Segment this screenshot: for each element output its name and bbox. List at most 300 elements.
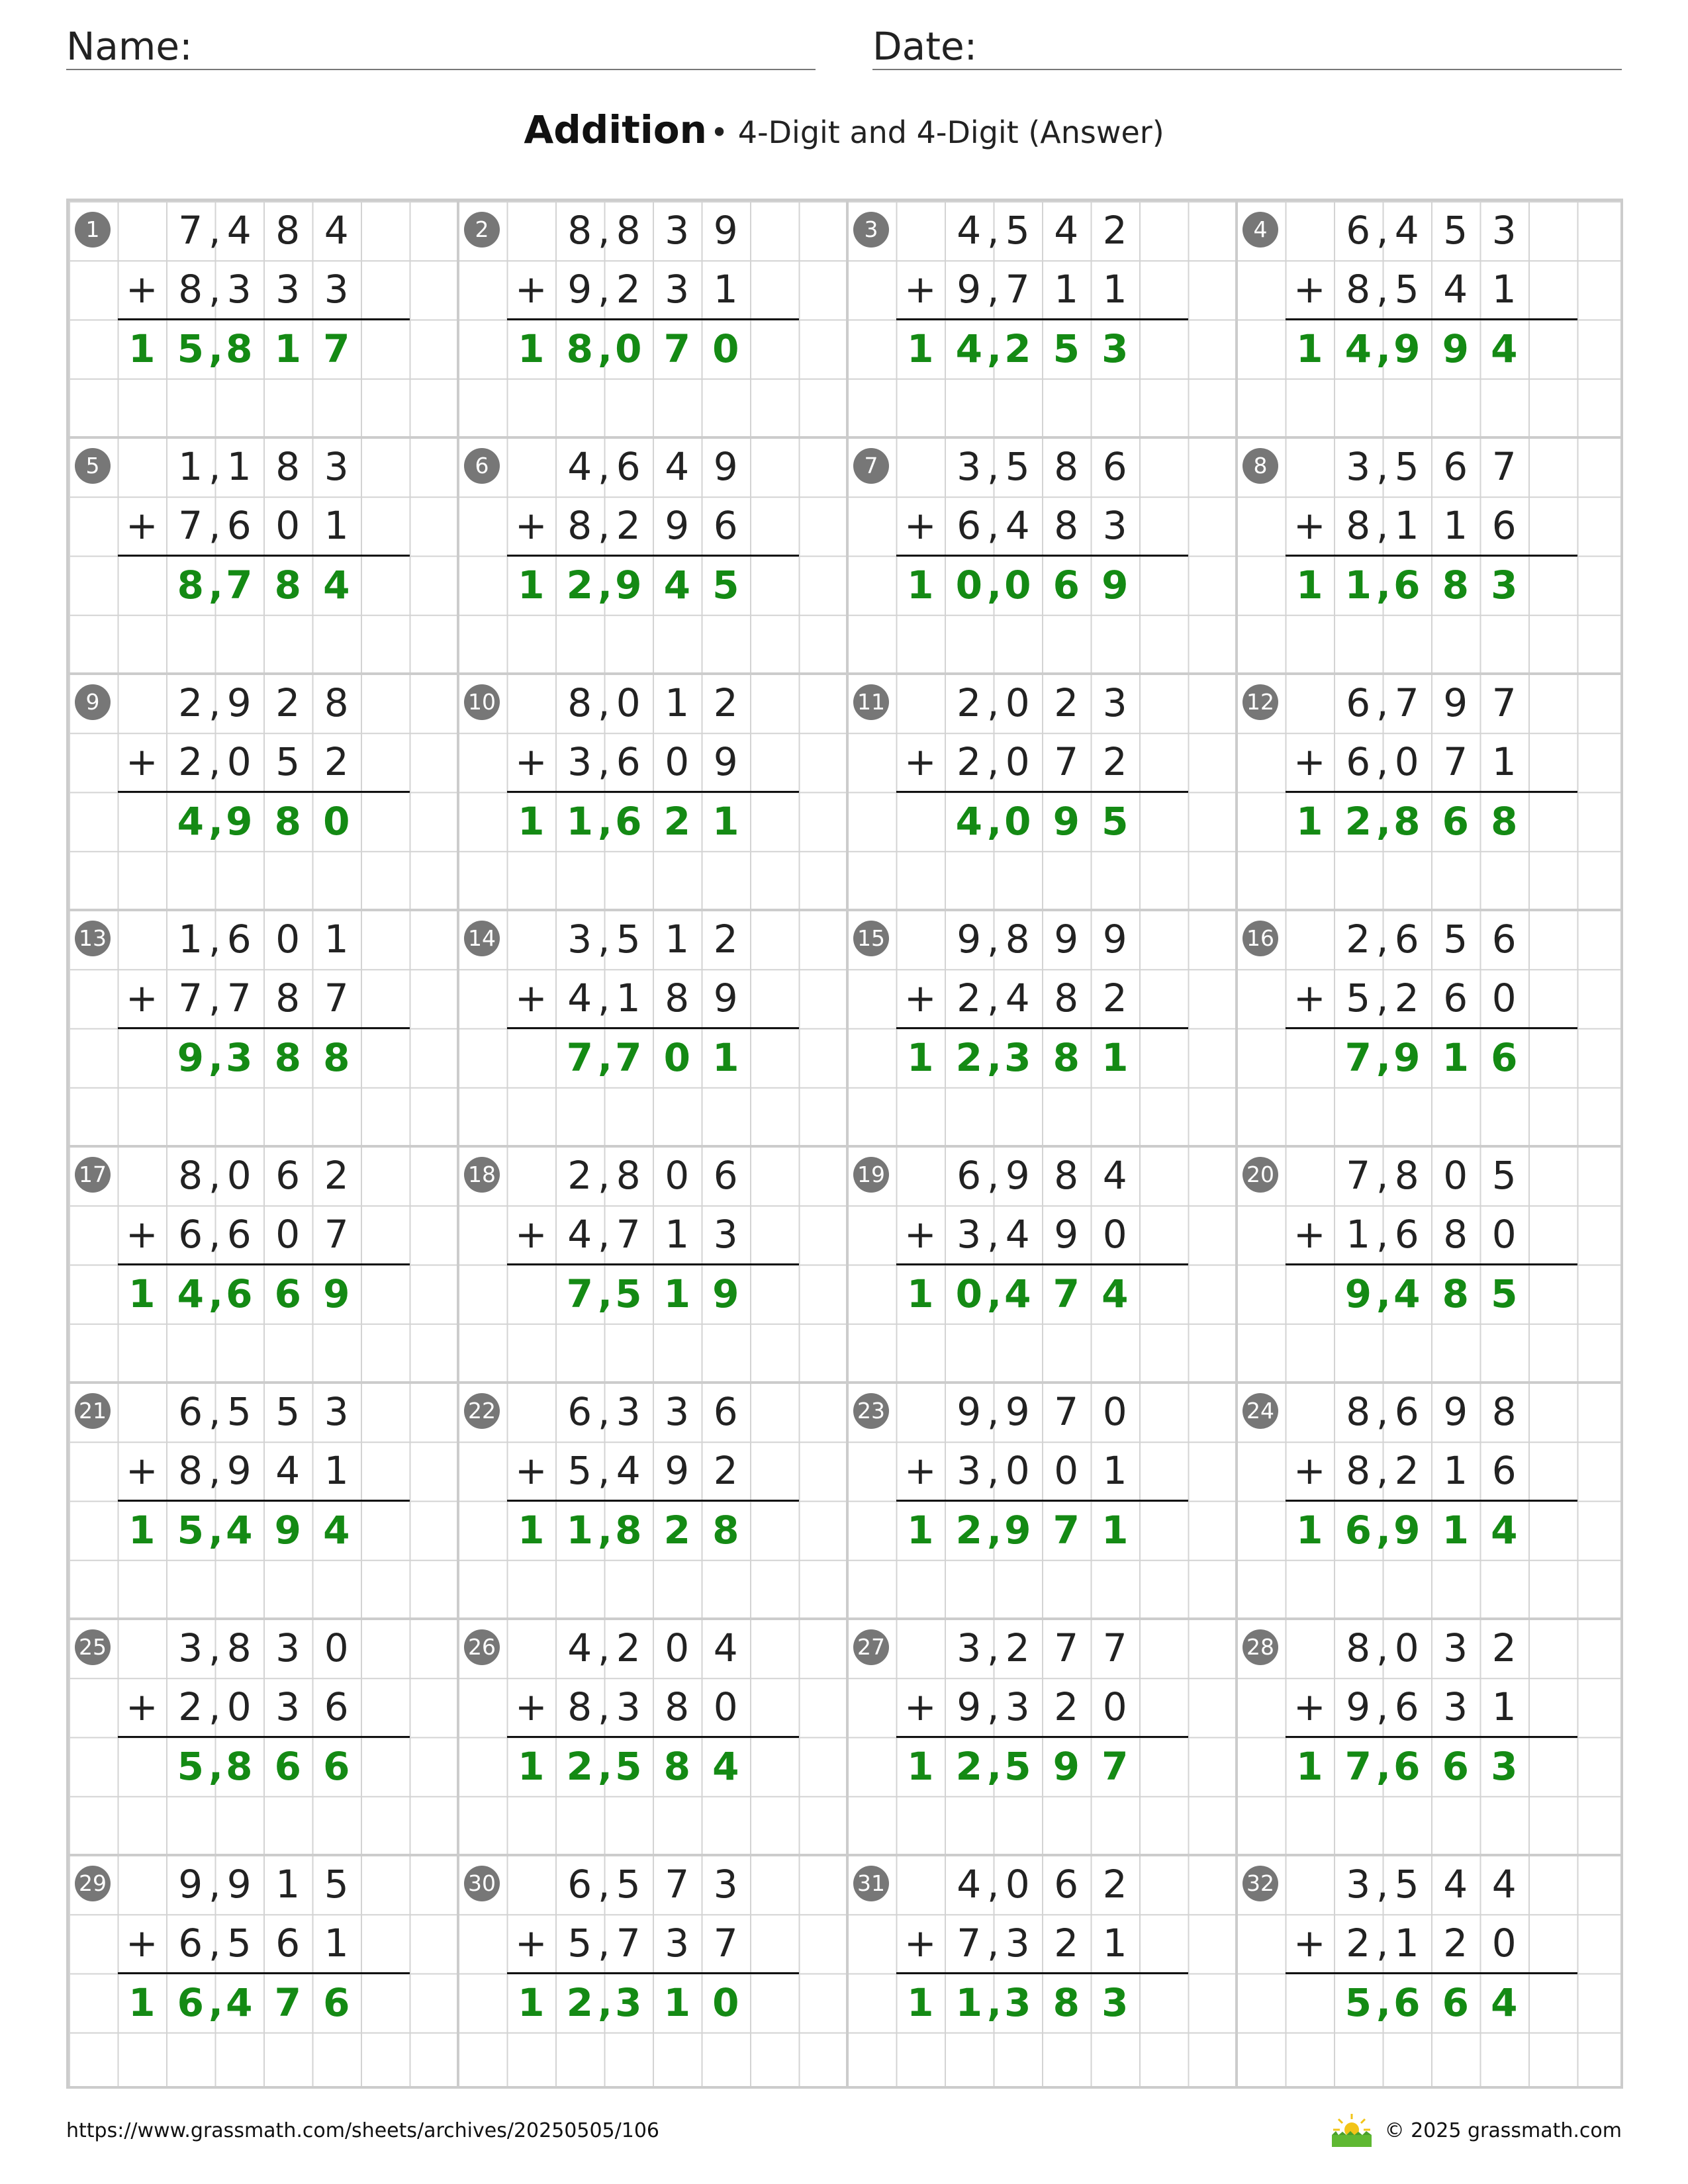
addend-top bbox=[555, 437, 750, 496]
addend-digit: 1 bbox=[178, 917, 203, 962]
addend-digit: 8 bbox=[1346, 1389, 1371, 1434]
answer-digit: 5 bbox=[1344, 1979, 1372, 2025]
answer-digit: 8 bbox=[1053, 1034, 1080, 1080]
problem-number-badge: 20 bbox=[1243, 1157, 1278, 1193]
answer-digit: 1 bbox=[518, 798, 545, 844]
addition-problem bbox=[69, 1619, 458, 1855]
addend-digit: 9 bbox=[957, 1684, 982, 1730]
thousands-separator: , bbox=[598, 1743, 613, 1789]
addend-digit: 0 bbox=[1054, 1448, 1079, 1494]
addend-digit: 0 bbox=[1005, 1862, 1030, 1907]
problem-number-badge: 29 bbox=[75, 1866, 111, 1901]
answer-digit: 8 bbox=[566, 326, 593, 371]
plus-sign: + bbox=[1293, 1212, 1326, 1257]
thousands-separator: , bbox=[598, 208, 610, 253]
answer-digit: 3 bbox=[1491, 562, 1518, 608]
addend-digit: 6 bbox=[226, 1212, 252, 1257]
addend-digit: 6 bbox=[713, 1153, 738, 1198]
addition-problem bbox=[458, 674, 847, 910]
addend-digit: 3 bbox=[957, 444, 982, 489]
addend-digit: 2 bbox=[957, 739, 982, 785]
answer-digit: 5 bbox=[712, 562, 739, 608]
addend-digit: 2 bbox=[178, 739, 203, 785]
thousands-separator: , bbox=[1376, 917, 1389, 962]
addend-bottom bbox=[555, 496, 750, 555]
thousands-separator: , bbox=[209, 739, 221, 785]
answer-digit: 1 bbox=[1296, 1507, 1323, 1553]
addend-digit: 7 bbox=[957, 1921, 982, 1966]
addend-digit: 4 bbox=[1443, 267, 1468, 312]
answer-digit: 1 bbox=[566, 1507, 593, 1553]
addend-bottom bbox=[945, 1914, 1139, 1973]
answer-digit: 9 bbox=[1393, 326, 1421, 371]
answer-digit: 8 bbox=[226, 326, 253, 371]
thousands-separator: , bbox=[209, 503, 221, 549]
addend-digit: 1 bbox=[324, 1921, 349, 1966]
addend-digit: 4 bbox=[1005, 503, 1030, 549]
addend-digit: 3 bbox=[665, 1921, 690, 1966]
addend-digit: 8 bbox=[1054, 503, 1079, 549]
answer-digit: 4 bbox=[1102, 1271, 1129, 1316]
thousands-separator: , bbox=[598, 798, 613, 844]
addend-digit: 3 bbox=[1005, 1684, 1030, 1730]
addend-bottom bbox=[945, 260, 1139, 319]
addend-digit: 0 bbox=[1102, 1389, 1127, 1434]
answer-digit: 0 bbox=[955, 1271, 982, 1316]
addend-bottom bbox=[1334, 496, 1528, 555]
thousands-separator: , bbox=[1376, 503, 1389, 549]
answer-sum bbox=[128, 1265, 361, 1324]
thousands-separator: , bbox=[598, 1034, 613, 1080]
problem-number-badge: 4 bbox=[1243, 212, 1278, 248]
problem-number-badge: 16 bbox=[1243, 921, 1278, 956]
answer-digit: 1 bbox=[518, 1743, 545, 1789]
addend-bottom bbox=[166, 1205, 361, 1264]
problem-number-badge: 24 bbox=[1243, 1393, 1278, 1429]
thousands-separator: , bbox=[598, 1153, 610, 1198]
addend-top bbox=[166, 201, 361, 260]
addend-bottom bbox=[166, 1914, 361, 1973]
addend-top bbox=[1334, 674, 1528, 733]
problem-number-badge: 26 bbox=[464, 1629, 500, 1665]
addend-digit: 2 bbox=[1005, 1625, 1030, 1670]
addend-top bbox=[945, 201, 1139, 260]
addend-digit: 2 bbox=[1346, 1921, 1371, 1966]
answer-digit: 1 bbox=[128, 1979, 156, 2025]
addend-digit: 8 bbox=[1394, 1153, 1419, 1198]
plus-sign: + bbox=[514, 1684, 547, 1730]
addition-problem bbox=[458, 1383, 847, 1619]
addend-digit: 2 bbox=[567, 1153, 592, 1198]
thousands-separator: , bbox=[598, 1921, 610, 1966]
addend-digit: 0 bbox=[1394, 739, 1419, 785]
addend-digit: 4 bbox=[1443, 1862, 1468, 1907]
addend-top bbox=[1334, 1146, 1528, 1205]
answer-digit: 8 bbox=[712, 1507, 739, 1553]
answer-digit: 3 bbox=[1102, 1979, 1129, 2025]
thousands-separator: , bbox=[209, 1389, 221, 1434]
addend-digit: 6 bbox=[1346, 208, 1371, 253]
addend-digit: 5 bbox=[1394, 444, 1419, 489]
addend-digit: 5 bbox=[1005, 208, 1030, 253]
addend-digit: 0 bbox=[665, 1625, 690, 1670]
addend-bottom bbox=[1334, 1678, 1528, 1737]
answer-digit: 5 bbox=[1053, 326, 1080, 371]
answer-digit: 5 bbox=[1491, 1271, 1518, 1316]
answer-digit: 1 bbox=[907, 1743, 934, 1789]
plus-sign: + bbox=[1293, 1448, 1326, 1494]
addend-digit: 6 bbox=[957, 1153, 982, 1198]
addend-bottom bbox=[555, 1914, 750, 1973]
addend-digit: 2 bbox=[1491, 1625, 1517, 1670]
addition-problem bbox=[847, 201, 1237, 437]
addend-digit: 2 bbox=[324, 1153, 349, 1198]
addition-problem bbox=[458, 1146, 847, 1383]
addend-digit: 2 bbox=[616, 267, 641, 312]
thousands-separator: , bbox=[987, 1625, 1000, 1670]
addition-problem bbox=[847, 1383, 1237, 1619]
name-field[interactable] bbox=[66, 24, 816, 70]
problem-number-badge: 12 bbox=[1243, 684, 1278, 720]
addend-digit: 7 bbox=[616, 1212, 641, 1257]
answer-digit: 9 bbox=[615, 562, 642, 608]
addend-bottom bbox=[945, 1205, 1139, 1264]
plus-sign: + bbox=[514, 976, 547, 1021]
addition-problem bbox=[458, 1855, 847, 2091]
answer-digit: 2 bbox=[955, 1743, 982, 1789]
addend-digit: 2 bbox=[1102, 208, 1127, 253]
problem-number-badge: 30 bbox=[464, 1866, 500, 1901]
addend-digit: 2 bbox=[1054, 1921, 1079, 1966]
addend-digit: 8 bbox=[226, 1625, 252, 1670]
addend-digit: 0 bbox=[1005, 739, 1030, 785]
answer-sum bbox=[518, 1974, 750, 2032]
answer-digit: 4 bbox=[1491, 1979, 1518, 2025]
addend-digit: 2 bbox=[616, 1625, 641, 1670]
thousands-separator: , bbox=[1376, 1448, 1389, 1494]
thousands-separator: , bbox=[987, 562, 1002, 608]
answer-digit: 2 bbox=[1344, 798, 1372, 844]
addend-digit: 2 bbox=[1102, 976, 1127, 1021]
addend-digit: 7 bbox=[665, 1862, 690, 1907]
addend-digit: 6 bbox=[1102, 444, 1127, 489]
problem-number-badge: 1 bbox=[75, 212, 111, 248]
answer-digit: 8 bbox=[663, 1743, 690, 1789]
addition-problem bbox=[847, 910, 1237, 1146]
addend-digit: 4 bbox=[1054, 208, 1079, 253]
plus-sign: + bbox=[125, 267, 158, 312]
answer-digit: 7 bbox=[1344, 1034, 1372, 1080]
answer-digit: 9 bbox=[226, 798, 253, 844]
thousands-separator: , bbox=[987, 680, 1000, 725]
problem-number-badge: 27 bbox=[853, 1629, 889, 1665]
answer-digit: 8 bbox=[274, 562, 301, 608]
plus-sign: + bbox=[125, 503, 158, 549]
thousands-separator: , bbox=[1376, 1743, 1391, 1789]
addend-digit: 1 bbox=[1443, 1448, 1468, 1494]
answer-digit: 4 bbox=[1004, 1271, 1031, 1316]
problem-number-badge: 3 bbox=[853, 212, 889, 248]
addend-digit: 1 bbox=[226, 444, 252, 489]
addend-digit: 6 bbox=[1394, 1389, 1419, 1434]
addend-digit: 5 bbox=[275, 1389, 301, 1434]
thousands-separator: , bbox=[1376, 1921, 1389, 1966]
addition-problem bbox=[1237, 910, 1626, 1146]
plus-sign: + bbox=[514, 267, 547, 312]
problem-number-badge: 8 bbox=[1243, 448, 1278, 484]
addend-digit: 7 bbox=[1005, 267, 1030, 312]
thousands-separator: , bbox=[1376, 1625, 1389, 1670]
addition-problem bbox=[69, 910, 458, 1146]
addend-digit: 1 bbox=[1443, 503, 1468, 549]
addend-digit: 3 bbox=[275, 1684, 301, 1730]
addend-digit: 7 bbox=[1394, 680, 1419, 725]
addend-top bbox=[555, 1146, 750, 1205]
addend-digit: 7 bbox=[713, 1921, 738, 1966]
addend-top bbox=[1334, 201, 1528, 260]
addend-digit: 4 bbox=[713, 1625, 738, 1670]
addend-digit: 3 bbox=[616, 1684, 641, 1730]
addition-problem bbox=[69, 1146, 458, 1383]
addend-bottom bbox=[1334, 1205, 1528, 1264]
thousands-separator: , bbox=[209, 1743, 224, 1789]
answer-digit: 7 bbox=[1053, 1271, 1080, 1316]
answer-digit: 8 bbox=[1393, 798, 1421, 844]
addend-digit: 8 bbox=[178, 267, 203, 312]
addend-digit: 4 bbox=[226, 208, 252, 253]
addend-digit: 5 bbox=[275, 739, 301, 785]
addend-digit: 6 bbox=[567, 1862, 592, 1907]
problem-number-badge: 15 bbox=[853, 921, 889, 956]
plus-sign: + bbox=[904, 739, 937, 785]
answer-digit: 2 bbox=[663, 798, 690, 844]
addend-digit: 3 bbox=[957, 1448, 982, 1494]
addend-digit: 8 bbox=[1005, 917, 1030, 962]
addend-digit: 4 bbox=[1005, 976, 1030, 1021]
thousands-separator: , bbox=[598, 1507, 613, 1553]
answer-digit: 9 bbox=[1102, 562, 1129, 608]
addend-digit: 8 bbox=[324, 680, 349, 725]
addend-digit: 5 bbox=[1005, 444, 1030, 489]
addend-digit: 3 bbox=[1443, 1625, 1468, 1670]
problem-number-badge: 11 bbox=[853, 684, 889, 720]
answer-digit: 9 bbox=[1393, 1507, 1421, 1553]
addend-digit: 1 bbox=[1346, 1212, 1371, 1257]
addend-digit: 8 bbox=[567, 503, 592, 549]
addition-problem bbox=[1237, 1855, 1626, 2091]
thousands-separator: , bbox=[987, 1212, 1000, 1257]
addend-digit: 6 bbox=[324, 1684, 349, 1730]
answer-digit: 9 bbox=[1344, 1271, 1372, 1316]
addend-digit: 0 bbox=[1491, 1212, 1517, 1257]
addend-digit: 8 bbox=[616, 1153, 641, 1198]
answer-sum bbox=[907, 556, 1139, 615]
addend-bottom bbox=[1334, 1441, 1528, 1500]
addend-top bbox=[166, 1855, 361, 1914]
addend-digit: 2 bbox=[178, 1684, 203, 1730]
problem-number-badge: 13 bbox=[75, 921, 111, 956]
answer-digit: 7 bbox=[1102, 1743, 1129, 1789]
addend-digit: 9 bbox=[665, 1448, 690, 1494]
addend-digit: 5 bbox=[1394, 1862, 1419, 1907]
addend-digit: 6 bbox=[1491, 503, 1517, 549]
answer-digit: 6 bbox=[615, 798, 642, 844]
addend-digit: 1 bbox=[178, 444, 203, 489]
answer-digit: 3 bbox=[1491, 1743, 1518, 1789]
answer-digit: 9 bbox=[1053, 1743, 1080, 1789]
answer-digit: 1 bbox=[907, 326, 934, 371]
answer-digit: 1 bbox=[1102, 1507, 1129, 1553]
addend-digit: 3 bbox=[567, 739, 592, 785]
addend-bottom bbox=[945, 733, 1139, 792]
addition-problem bbox=[458, 437, 847, 674]
thousands-separator: , bbox=[1376, 1271, 1391, 1316]
answer-digit: 5 bbox=[1004, 1743, 1031, 1789]
addend-digit: 3 bbox=[616, 1389, 641, 1434]
date-field[interactable] bbox=[872, 24, 1622, 70]
addend-digit: 0 bbox=[1005, 1448, 1030, 1494]
thousands-separator: , bbox=[209, 680, 221, 725]
addend-digit: 7 bbox=[226, 976, 252, 1021]
addend-digit: 4 bbox=[1491, 1862, 1517, 1907]
addend-digit: 7 bbox=[1491, 680, 1517, 725]
answer-sum bbox=[518, 1737, 750, 1796]
addend-digit: 3 bbox=[275, 1625, 301, 1670]
addend-digit: 5 bbox=[1394, 267, 1419, 312]
date-label: Date: bbox=[872, 24, 978, 69]
plus-sign: + bbox=[125, 1212, 158, 1257]
addend-digit: 4 bbox=[1102, 1153, 1127, 1198]
addend-top bbox=[945, 1855, 1139, 1914]
thousands-separator: , bbox=[598, 1625, 610, 1670]
addend-digit: 6 bbox=[713, 503, 738, 549]
answer-digit: 1 bbox=[907, 1507, 934, 1553]
addend-digit: 0 bbox=[324, 1625, 349, 1670]
problem-number-badge: 14 bbox=[464, 921, 500, 956]
thousands-separator: , bbox=[209, 1212, 221, 1257]
answer-digit: 0 bbox=[663, 1034, 690, 1080]
addend-digit: 7 bbox=[1054, 739, 1079, 785]
answer-digit: 4 bbox=[323, 562, 350, 608]
answer-sum bbox=[166, 556, 361, 615]
answer-digit: 4 bbox=[1393, 1271, 1421, 1316]
thousands-separator: , bbox=[209, 1862, 221, 1907]
addend-digit: 1 bbox=[324, 1448, 349, 1494]
answer-digit: 1 bbox=[1296, 562, 1323, 608]
addend-digit: 5 bbox=[324, 1862, 349, 1907]
thousands-separator: , bbox=[209, 1034, 224, 1080]
addend-digit: 0 bbox=[1394, 1625, 1419, 1670]
thousands-separator: , bbox=[987, 503, 1000, 549]
addend-digit: 8 bbox=[665, 976, 690, 1021]
addend-digit: 4 bbox=[275, 1448, 301, 1494]
addition-problem bbox=[847, 1619, 1237, 1855]
addend-bottom bbox=[166, 1678, 361, 1737]
footer-url[interactable]: https://www.grassmath.com/sheets/archives/20250505/106 bbox=[66, 2119, 660, 2142]
addend-digit: 9 bbox=[1054, 1212, 1079, 1257]
answer-digit: 1 bbox=[128, 1507, 156, 1553]
addend-top bbox=[166, 1383, 361, 1441]
addend-digit: 2 bbox=[178, 680, 203, 725]
problem-number-badge: 6 bbox=[464, 448, 500, 484]
worksheet-title bbox=[0, 106, 1688, 163]
thousands-separator: , bbox=[209, 1271, 224, 1316]
addend-digit: 0 bbox=[275, 1212, 301, 1257]
addend-digit: 6 bbox=[178, 1212, 203, 1257]
thousands-separator: , bbox=[598, 326, 613, 371]
answer-digit: 7 bbox=[1344, 1743, 1372, 1789]
addend-digit: 1 bbox=[616, 976, 641, 1021]
addition-problem bbox=[69, 437, 458, 674]
answer-digit: 4 bbox=[712, 1743, 739, 1789]
answer-digit: 6 bbox=[226, 1271, 253, 1316]
addend-digit: 1 bbox=[1491, 739, 1517, 785]
thousands-separator: , bbox=[209, 1979, 224, 2025]
addend-digit: 3 bbox=[178, 1625, 203, 1670]
addend-bottom bbox=[1334, 969, 1528, 1028]
addend-digit: 0 bbox=[1005, 680, 1030, 725]
plus-sign: + bbox=[125, 976, 158, 1021]
answer-digit: 5 bbox=[177, 1507, 204, 1553]
addend-digit: 4 bbox=[957, 1862, 982, 1907]
answer-sum bbox=[1296, 1737, 1528, 1796]
addend-digit: 2 bbox=[1394, 1448, 1419, 1494]
addend-top bbox=[166, 1619, 361, 1678]
addend-digit: 7 bbox=[1054, 1389, 1079, 1434]
answer-digit: 8 bbox=[323, 1034, 350, 1080]
plus-sign: + bbox=[514, 1212, 547, 1257]
addend-digit: 9 bbox=[957, 917, 982, 962]
addend-digit: 3 bbox=[1102, 503, 1127, 549]
addend-digit: 4 bbox=[567, 1212, 592, 1257]
thousands-separator: , bbox=[209, 1625, 221, 1670]
addend-bottom bbox=[166, 969, 361, 1028]
answer-digit: 1 bbox=[907, 562, 934, 608]
addend-digit: 5 bbox=[226, 1389, 252, 1434]
thousands-separator: , bbox=[987, 267, 1000, 312]
answer-digit: 9 bbox=[177, 1034, 204, 1080]
addend-top bbox=[1334, 1855, 1528, 1914]
addend-digit: 0 bbox=[275, 917, 301, 962]
addend-bottom bbox=[166, 1441, 361, 1500]
answer-digit: 3 bbox=[1004, 1979, 1031, 2025]
thousands-separator: , bbox=[987, 1153, 1000, 1198]
addend-digit: 3 bbox=[713, 1862, 738, 1907]
addend-top bbox=[555, 1383, 750, 1441]
answer-digit: 1 bbox=[663, 1271, 690, 1316]
addend-digit: 4 bbox=[957, 208, 982, 253]
plus-sign: + bbox=[904, 1212, 937, 1257]
answer-digit: 1 bbox=[907, 1271, 934, 1316]
thousands-separator: , bbox=[987, 1271, 1002, 1316]
answer-digit: 9 bbox=[274, 1507, 301, 1553]
addend-digit: 4 bbox=[567, 444, 592, 489]
addend-bottom bbox=[945, 969, 1139, 1028]
addition-problem bbox=[1237, 201, 1626, 437]
addend-digit: 8 bbox=[1346, 1448, 1371, 1494]
addend-digit: 6 bbox=[1443, 976, 1468, 1021]
addend-top bbox=[945, 1146, 1139, 1205]
addend-digit: 6 bbox=[567, 1389, 592, 1434]
answer-digit: 8 bbox=[274, 798, 301, 844]
addend-digit: 1 bbox=[713, 267, 738, 312]
addition-problem bbox=[69, 674, 458, 910]
problem-number-badge: 2 bbox=[464, 212, 500, 248]
answer-sum bbox=[166, 1737, 361, 1796]
addend-digit: 3 bbox=[665, 267, 690, 312]
addition-problem bbox=[69, 1383, 458, 1619]
answer-sum bbox=[907, 1028, 1139, 1087]
